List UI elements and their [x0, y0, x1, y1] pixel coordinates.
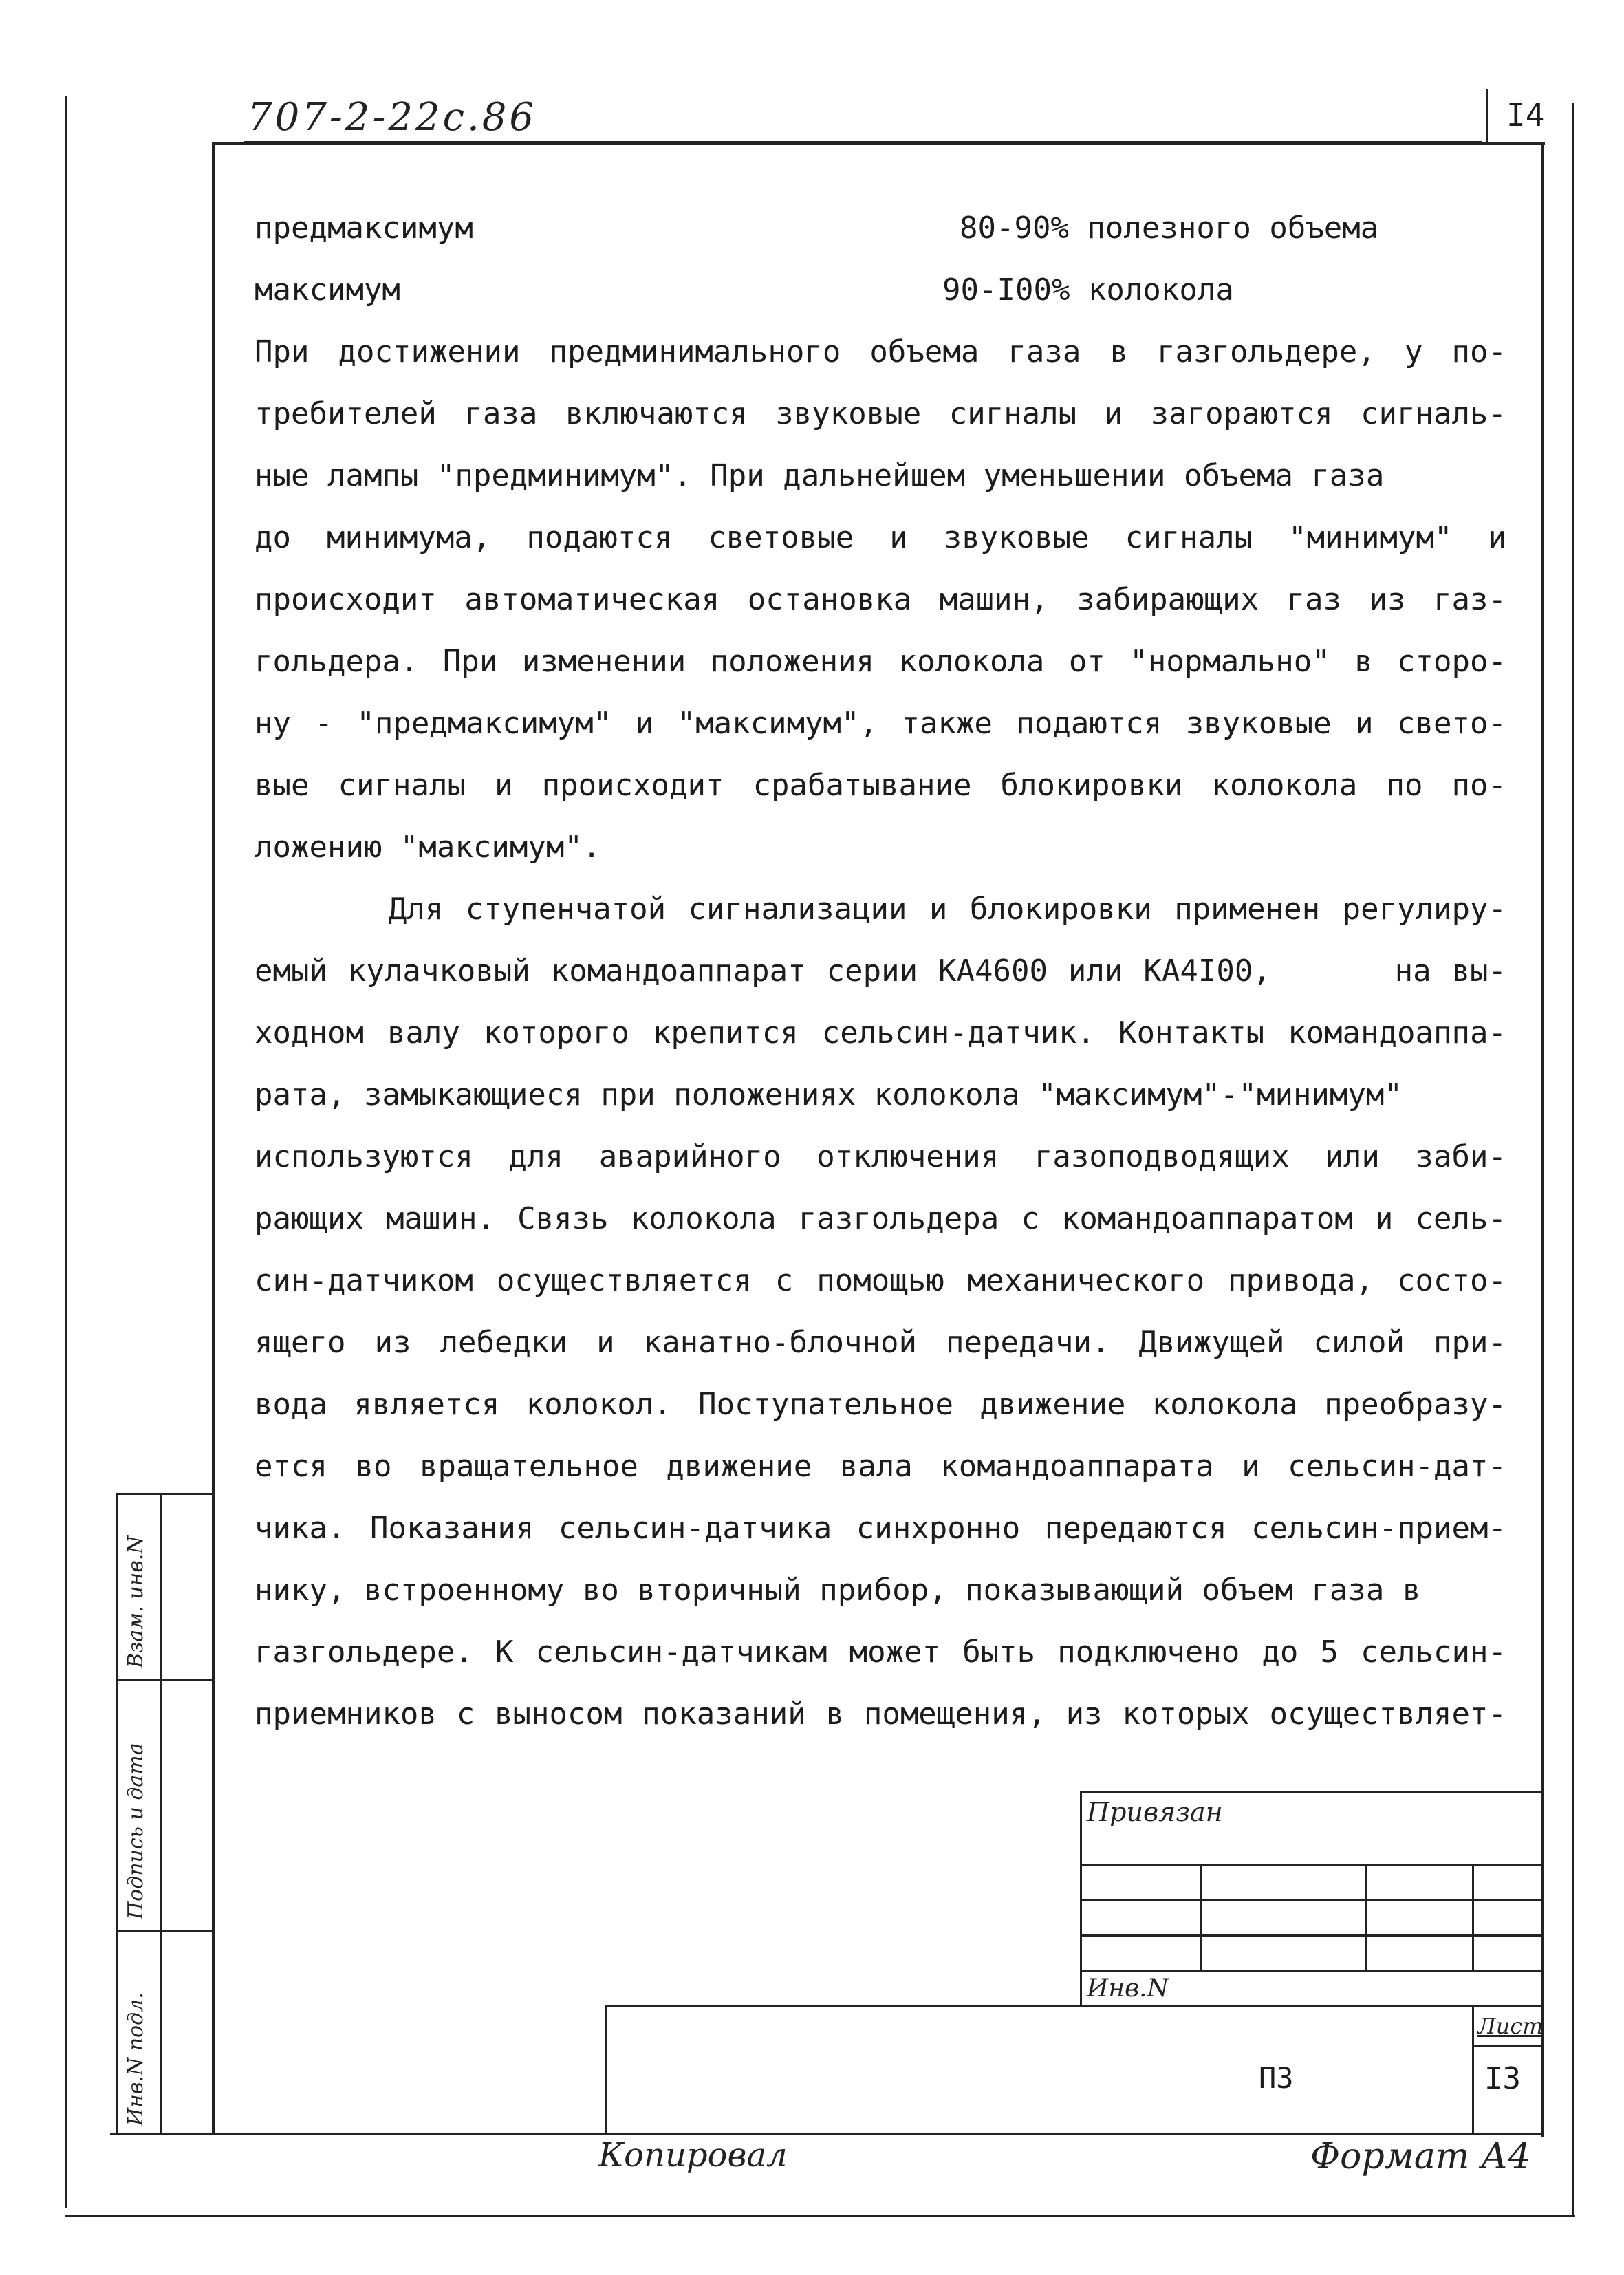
frame-right-line [1541, 142, 1544, 2137]
page-number: I4 [1506, 96, 1545, 133]
body-text-line: ну - "предмаксимум" и "максимум", также подаются звуковые и свето- [255, 706, 1506, 741]
level-name: предмаксимум [255, 211, 473, 246]
frame-bottom-line [110, 2133, 1542, 2135]
level-name: максимум [255, 272, 400, 308]
title-block-top-line [605, 2005, 1541, 2007]
stamp-sheet-number: I3 [1484, 2061, 1521, 2096]
header-underline [244, 141, 1482, 143]
body-text-line: происходит автоматическая остановка машин, забирающих газ из газ- [255, 582, 1506, 617]
side-stamp-row [116, 1930, 213, 1932]
title-block-sheet-row-line [1472, 2045, 1541, 2047]
outer-right-line [1572, 103, 1574, 2215]
body-text-line: Для ступенчатой сигнализации и блокировки применен регулиру- [255, 892, 1506, 927]
body-text-line: ящего из лебедки и канатно-блочной передачи. Движущей силой при- [255, 1325, 1506, 1360]
body-text-line: ется во вращательное движение вала командоаппарата и сельсин-дат- [255, 1449, 1506, 1484]
side-stamp-border [116, 1493, 118, 2133]
body-text-line: ходном валу которого крепится сельсин-датчик. Контакты командоаппа- [255, 1015, 1506, 1050]
stamp-top-line [1080, 1791, 1541, 1793]
body-text-line: до минимума, подаются световые и звуковые сигналы "минимум" и [255, 520, 1506, 555]
title-block-sheet-col-line [1472, 2005, 1474, 2135]
body-text-line: гольдера. При изменении положения колокола от "нормально" в сторо- [255, 644, 1506, 679]
stamp-inv-no-label: Инв.N [1087, 1974, 1169, 2003]
body-text-line: вода является колокол. Поступательное движение колокола преобразу- [255, 1387, 1506, 1422]
body-text-line: При достижении предминимального объема газа в газгольдере, у по- [255, 334, 1506, 369]
body-text-line: син-датчиком осуществляется с помощью механического привода, состо- [255, 1263, 1506, 1298]
side-stamp-top [116, 1493, 213, 1495]
stamp-col-line [1472, 1864, 1474, 1970]
stamp-row-line [1080, 1970, 1541, 1972]
body-text-line: приемников с выносом показаний в помещения, из которых осуществляет- [255, 1696, 1506, 1732]
side-label-replace-inv: Взам. инв.N [124, 1535, 148, 1668]
body-text-line: рата, замыкающиеся при положениях колокола "максимум"-"минимум" [255, 1077, 1403, 1112]
level-value: 90-I00% колокола [942, 272, 1234, 308]
copied-by-label: Копировал [598, 2136, 788, 2175]
body-text-line: рающих машин. Связь колокола газгольдера с командоаппаратом и сель- [255, 1201, 1506, 1236]
body-text-line: емый кулачковый командоаппарат серии КА4600 или КА4I00, на вы- [255, 953, 1506, 989]
body-text-line: вые сигналы и происходит срабатывание блокировки колокола по по- [255, 768, 1506, 803]
page-left-edge-line [65, 96, 67, 2208]
body-text-line: ложению "максимум". [255, 830, 601, 865]
side-label-sign-date: Подпись и дата [124, 1743, 148, 1919]
page-number-box-left [1486, 89, 1488, 144]
stamp-col-line [1365, 1864, 1367, 1970]
side-label-inv-no: Инв.N подл. [124, 1992, 148, 2126]
format-label: Формат А4 [1310, 2136, 1531, 2177]
body-text-line: чика. Показания сельсин-датчика синхронно передаются сельсин-прием- [255, 1511, 1506, 1546]
title-block-left-line [605, 2005, 607, 2135]
body-text-line: нику, встроенному во вторичный прибор, показывающий объем газа в [255, 1573, 1421, 1608]
body-text-line: используются для аварийного отключения газоподводящих или заби- [255, 1139, 1506, 1174]
stamp-left-line [1080, 1791, 1082, 2005]
document-code: 707-2-22c.86 [248, 95, 537, 140]
side-stamp-divider [160, 1493, 162, 2133]
stamp-privyazan-label: Привязан [1087, 1797, 1223, 1827]
side-stamp-row [116, 1679, 213, 1681]
stamp-col-line [1200, 1864, 1202, 1970]
bottom-margin-line [65, 2215, 1575, 2217]
frame-left-line [212, 142, 215, 2134]
body-text-line: ные лампы "предминимум". При дальнейшем уменьшении объема газа [255, 458, 1385, 493]
stamp-doc-mark: ПЗ [1259, 2061, 1294, 2095]
body-text-line: требителей газа включаются звуковые сигналы и загораются сигналь- [255, 396, 1506, 431]
stamp-list-label: Лист [1477, 2013, 1544, 2039]
level-value: 80-90% полезного объема [960, 211, 1379, 246]
body-text-line: газгольдере. К сельсин-датчикам может быть подключено до 5 сельсин- [255, 1635, 1506, 1670]
